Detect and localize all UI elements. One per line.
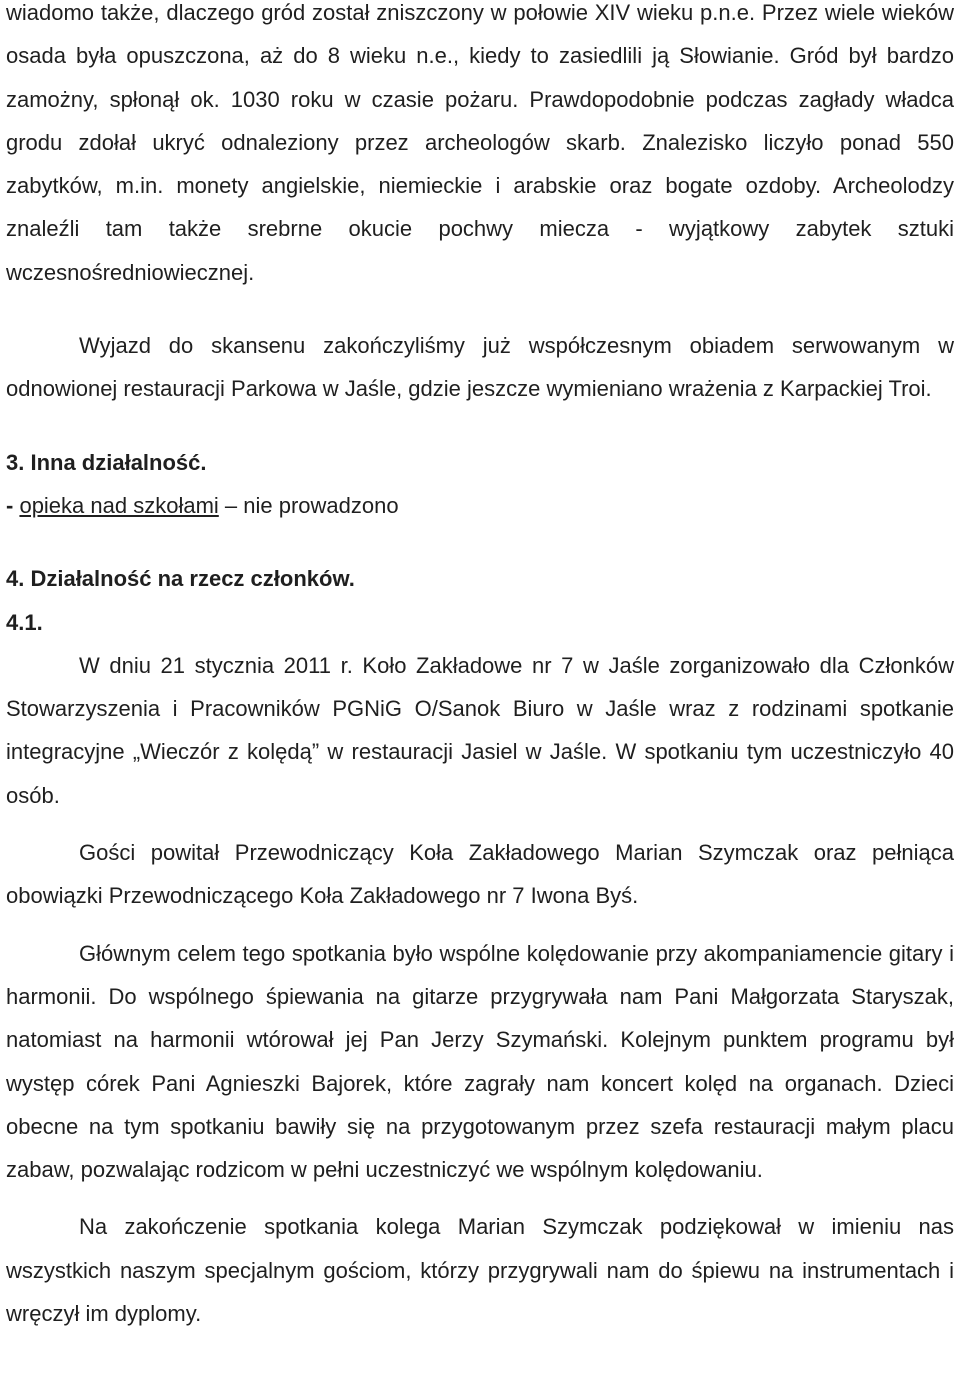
heading-section-4-1: 4.1. bbox=[6, 609, 43, 635]
bullet-schools-status: – nie prowadzono bbox=[218, 492, 399, 518]
heading-section-4: 4. Działalność na rzecz członków. bbox=[6, 566, 355, 592]
paragraph-guests-welcome: Gości powitał Przewodniczący Koła Zakładowego Marian Szymczak oraz pełniąca obowiązki Przewodniczącego Koła Zakładowego nr 7 Iwona Byś. bbox=[6, 840, 954, 909]
bullet-schools-label: opieka nad szkołami bbox=[19, 492, 219, 518]
bullet-dash: - bbox=[6, 492, 14, 518]
paragraph-skansen-trip: Wyjazd do skansenu zakończyliśmy już współczesnym obiadem serwowanym w odnowionej restauracji Parkowa w Jaśle, gdzie jeszcze wymieniano wrażenia z Karpackiej Troi. bbox=[6, 333, 954, 402]
document-page bbox=[6, 0, 954, 1335]
paragraph-closing-thanks: Na zakończenie spotkania kolega Marian Szymczak podziękował w imieniu nas wszystkich naszym specjalnym gościom, którzy przygrywali nam do śpiewu na instrumentach i wręczył im dyplomy. bbox=[6, 1214, 954, 1327]
paragraph-koledy-event: W dniu 21 stycznia 2011 r. Koło Zakładowe nr 7 w Jaśle zorganizowało dla Członków Stowarzyszenia i Pracowników PGNiG O/Sanok Biuro w Jaśle wraz z rodzinami spotkanie integracyjne „Wieczór z kolędą” w restauracji Jasiel w Jaśle. W spotkaniu tym uczestniczyło 40 osób. bbox=[6, 652, 954, 808]
bullet-schools bbox=[6, 484, 954, 527]
paragraph-event-program: Głównym celem tego spotkania było wspólne kolędowanie przy akompaniamencie gitary i harmonii. Do wspólnego śpiewania na gitarze przygrywała nam Pani Małgorzata Staryszak, natomiast na harmonii wtórował jej Pan Jerzy Szymański. Kolejnym punktem programu był występ córek Pani Agnieszki Bajorek, które zagrały nam koncert kolęd na organach. Dzieci obecne na tym spotkaniu bawiły się na przygotowanym przez szefa restauracji małym placu zabaw, pozwalając rodzicom w pełni uczestniczyć we wspólnym kolędowaniu. bbox=[6, 940, 954, 1183]
paragraph-gord-history: wiadomo także, dlaczego gród został zniszczony w połowie XIV wieku p.n.e. Przez wiele wieków osada była opuszczona, aż do 8 wieku n.e., kiedy to zasiedlili ją Słowianie. Gród był bardzo zamożny, spłonął ok. 1030 roku w czasie pożaru. Prawdopodobnie podczas zagłady władca grodu zdołał ukryć odnaleziony przez archeologów skarb. Znalezisko liczyło ponad 550 zabytków, m.in. monety angielskie, niemieckie i arabskie oraz bogate ozdoby. Archeolodzy znaleźli tam także srebrne okucie pochwy miecza - wyjątkowy zabytek sztuki wczesnośredniowiecznej. bbox=[6, 0, 954, 285]
heading-section-3: 3. Inna działalność. bbox=[6, 449, 207, 475]
